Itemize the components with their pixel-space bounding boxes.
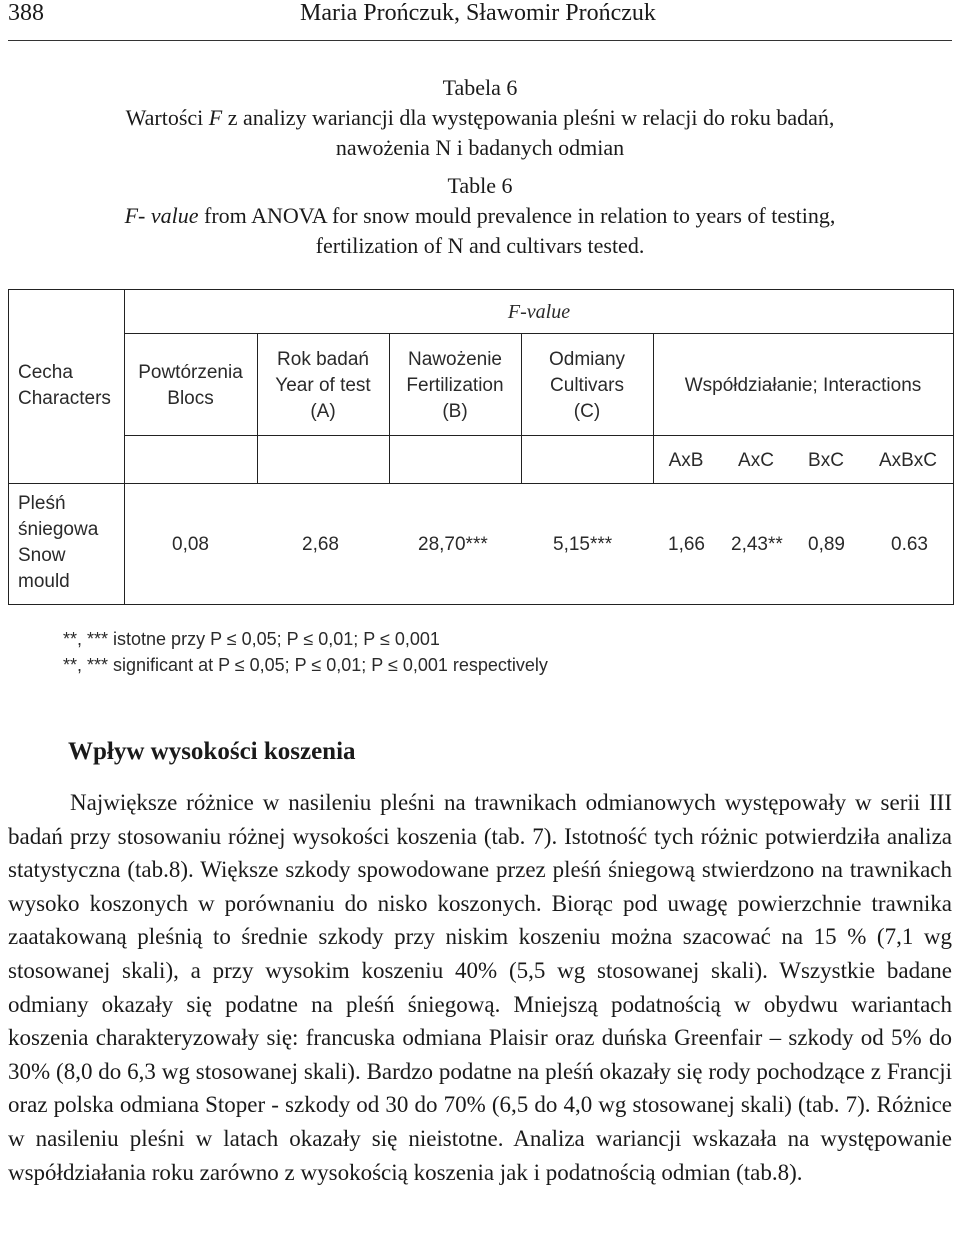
value-axc: 2,43** [731, 534, 783, 555]
header-year: Rok badań Year of test (A) [275, 349, 371, 422]
footnote-en: **, *** significant at P ≤ 0,05; P ≤ 0,01; P ≤ 0,001 respectively [63, 655, 548, 675]
section-heading: Wpływ wysokości koszenia [68, 738, 356, 765]
running-header [8, 0, 952, 40]
table-rule-bottom [8, 604, 954, 605]
value-bxc: 0,89 [808, 534, 845, 555]
caption-pl-label: Tabela 6 [442, 75, 518, 100]
caption-pl-line1: Wartości F z analizy wariancji dla występowania pleśni w relacji do roku badań, [125, 105, 835, 130]
caption-en-label: Table 6 [447, 173, 513, 198]
caption-en-line1: F- value from ANOVA for snow mould prevalence in relation to years of testing, [124, 203, 836, 228]
table-rule-right [953, 289, 954, 605]
page-number: 388 [8, 0, 44, 26]
row-label-snow-mould: Pleśń śniegowa Snow mould [18, 493, 99, 592]
header-characters: Cecha Characters [18, 362, 111, 409]
subheader-bxc: BxC [808, 450, 844, 471]
table-rule-header [124, 435, 954, 436]
table-rule-left [8, 289, 9, 605]
value-axbxc: 0.63 [891, 534, 928, 555]
subheader-axc: AxC [738, 450, 774, 471]
value-blocs: 0,08 [172, 534, 209, 555]
body-text [8, 786, 952, 1189]
fvalue-label: F-value [507, 301, 571, 323]
table-rule-fvalue [124, 333, 954, 334]
caption-pl-line2: nawożenia N i badanych odmian [335, 135, 625, 160]
table-rule-top [8, 289, 954, 290]
header-rule [8, 40, 952, 41]
table-rule-col5 [653, 333, 654, 483]
header-cultivars: Odmiany Cultivars (C) [548, 349, 626, 422]
value-axb: 1,66 [668, 534, 705, 555]
value-year: 2,68 [302, 534, 339, 555]
subheader-axb: AxB [668, 450, 704, 471]
body-paragraph: Największe różnice w nasileniu pleśni na trawnikach odmianowych występowały w serii III badań przy stosowaniu różnej wysokości koszenia (tab. 7). Istotność tych różnic potwierdziła analiza statystyczna (tab.8). Większe szkody spowodowane przez pleśń śniegową stwierdzono na trawnikach wysoko koszonych w porównaniu do nisko koszonych. Biorąc pod uwagę powierzchnie trawnika zaatakowaną pleśnią to średnie szkody przy niskim koszeniu można szacować na 15 % (7,1 wg stosowanej skali), a przy wysokim koszeniu 40% (5,5 wg stosowanej skali). Wszystkie badane odmiany okazały się podatne na pleśń śniegową. Mniejszą podatnością w obydwu wariantach koszenia charakteryzowały się: francuska odmiana Plaisir oraz duńska Greenfair – szkody od 5% do 30% (8,0 do 6,3 wg stosowanej skali). Bardzo podatne na pleśń okazały się rody pochodzące z Francji oraz polska odmiana Stoper - szkody od 30 do 70% (6,5 do 4,0 wg stosowanej skali) (tab. 7). Różnice w nasileniu pleśni w latach okazały się nieistotne. Analiza wariancji wskazała na występowanie współdziałania roku zarówno z wysokością koszenia jak i podatnością odmian (tab.8). [8, 790, 952, 1185]
table-rule-col1 [124, 289, 125, 605]
table-footnotes [63, 626, 548, 678]
anova-table [8, 289, 954, 605]
value-fertilization: 28,70*** [418, 534, 488, 555]
header-blocs: Powtórzenia Blocs [138, 362, 243, 409]
header-interactions: Współdziałanie; Interactions [684, 375, 922, 396]
subheader-axbxc: AxBxC [878, 450, 938, 471]
footnote-pl: **, *** istotne przy P ≤ 0,05; P ≤ 0,01; P ≤ 0,001 [63, 629, 440, 649]
table-rule-subheader [8, 483, 954, 484]
value-cultivars: 5,15*** [553, 534, 613, 555]
author-names: Maria Prończuk, Sławomir Prończuk [300, 0, 656, 26]
caption-en-line2: fertilization of N and cultivars tested. [315, 233, 645, 258]
header-fertilization: Nawożenie Fertilization (B) [406, 349, 504, 422]
